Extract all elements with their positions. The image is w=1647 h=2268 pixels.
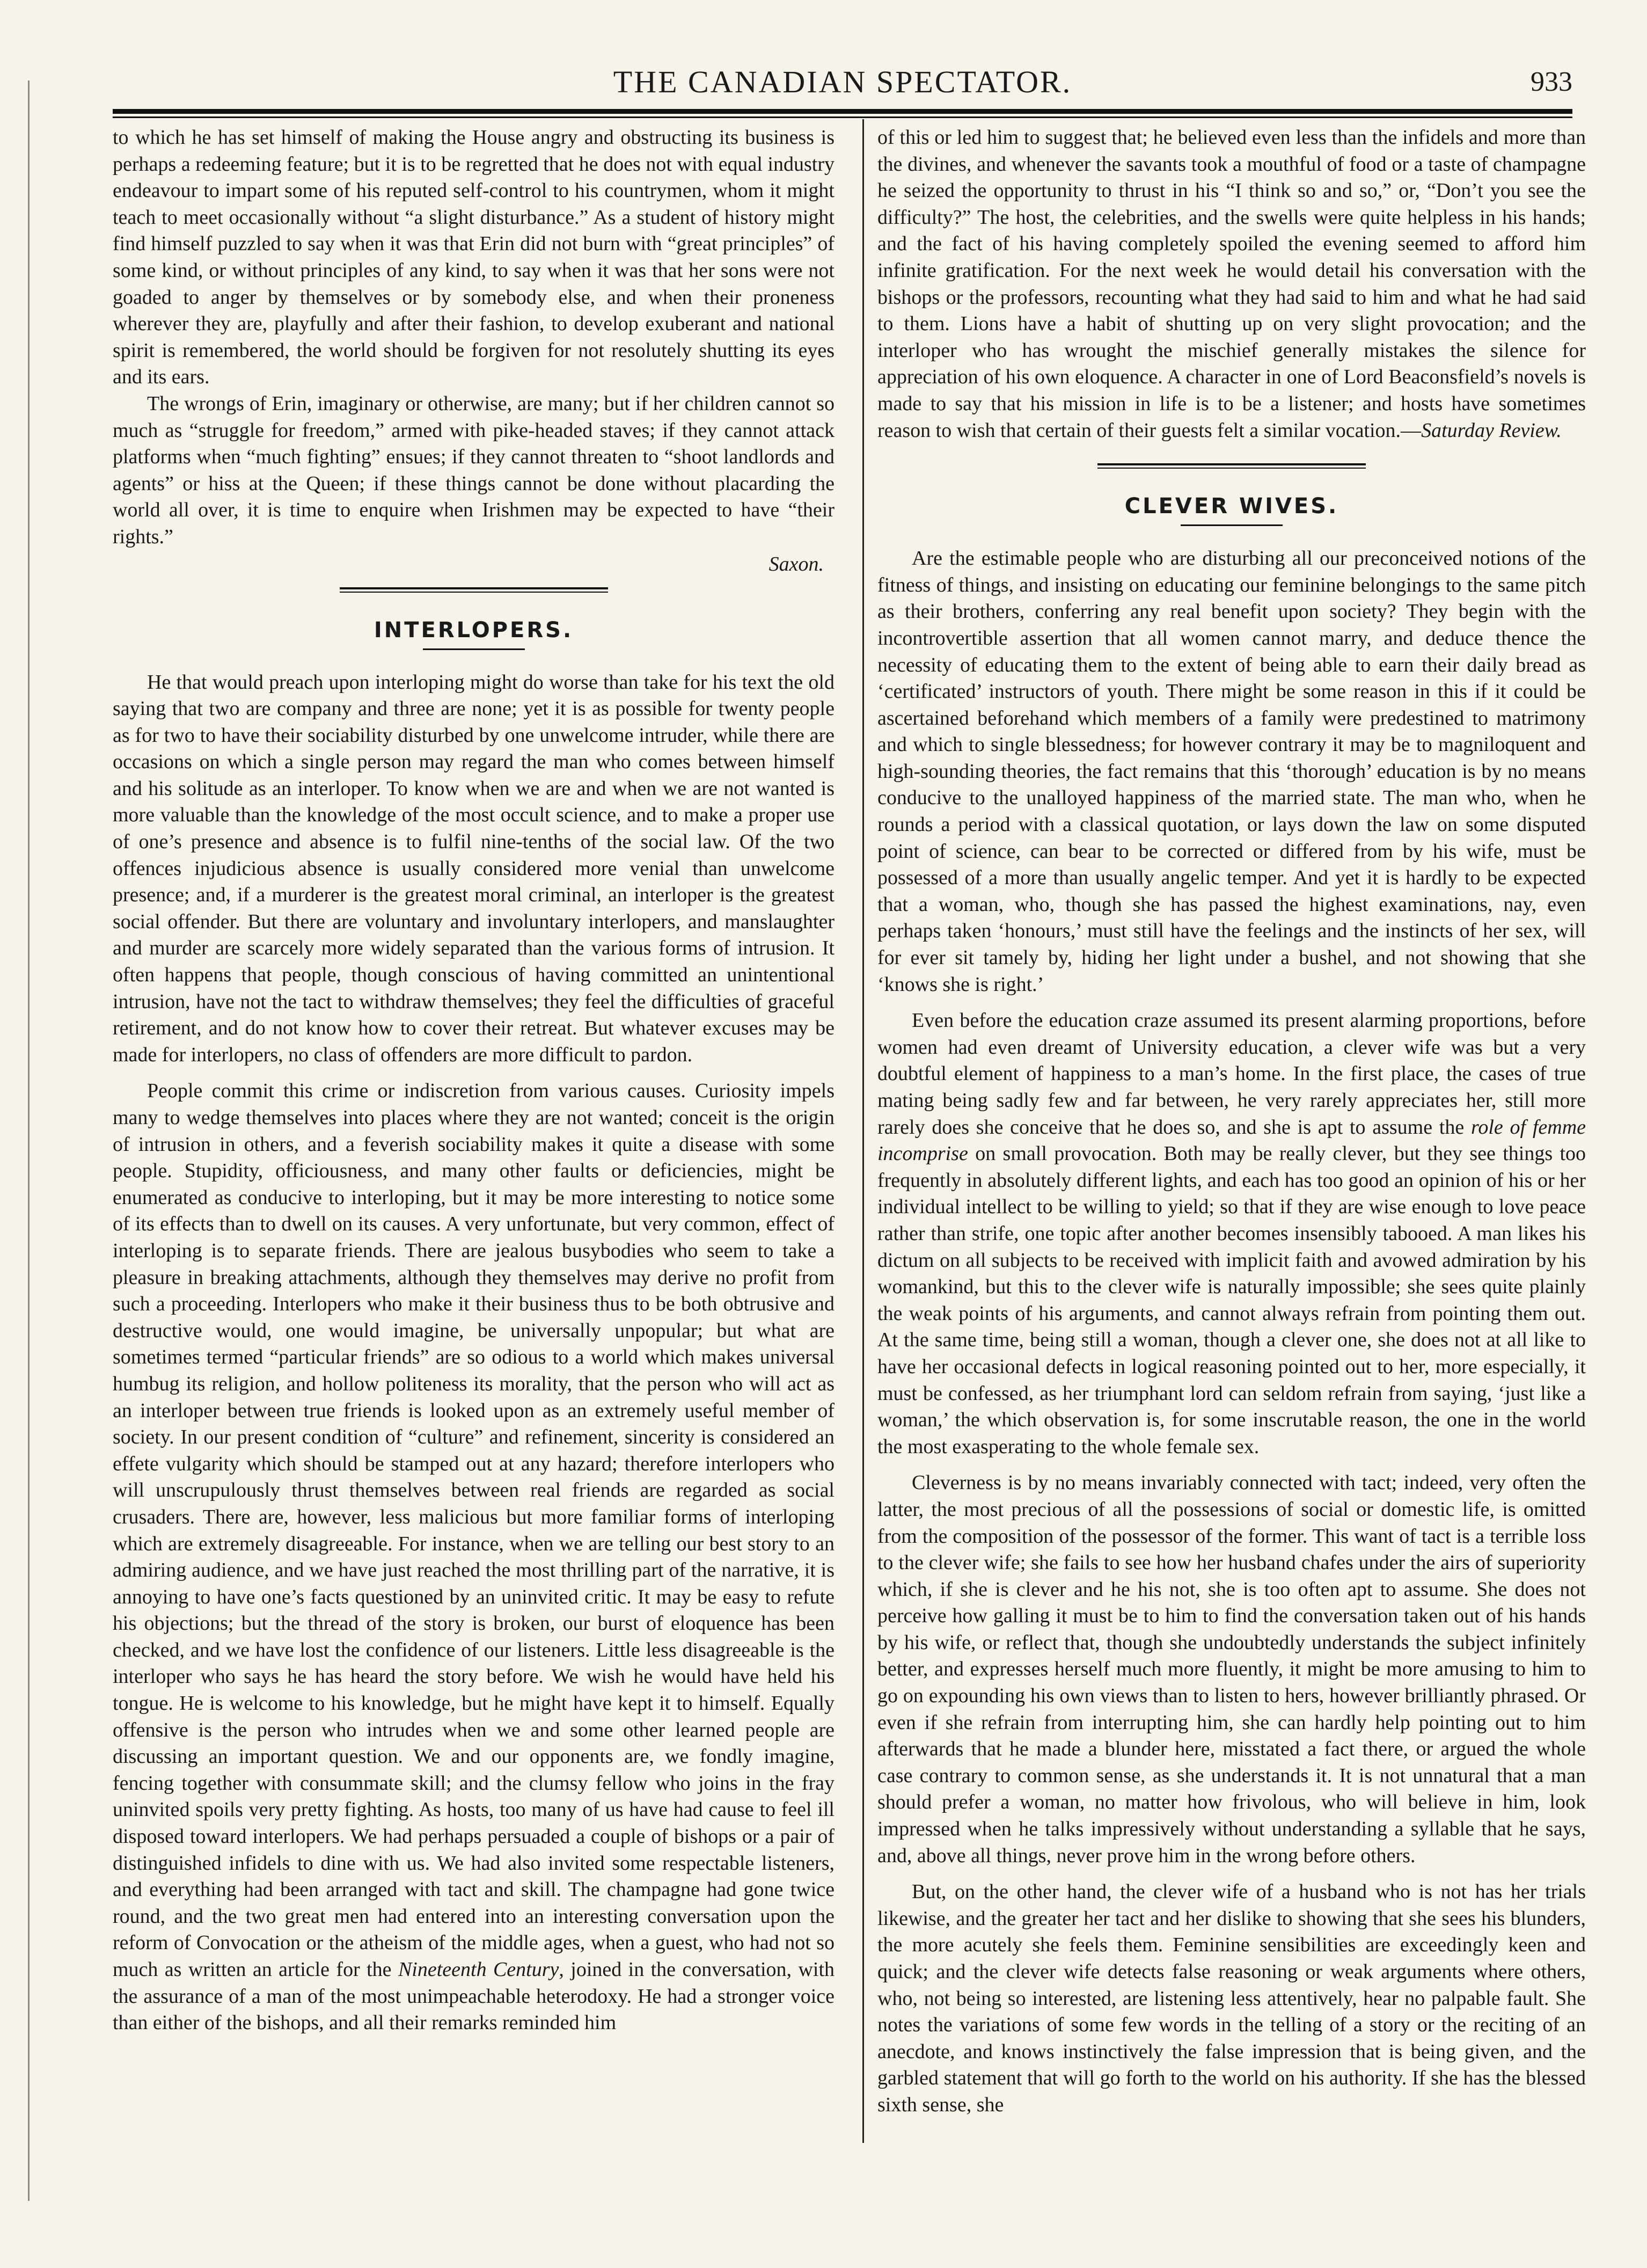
publication-title: THE CANADIAN SPECTATOR. (613, 64, 1072, 99)
masthead-rule-thin (113, 116, 1572, 118)
source-citation: Saturday Review. (1421, 419, 1562, 442)
article-paragraph: The wrongs of Erin, imaginary or otherwise, are many; but if her children cannot so much as “struggle for freedom,” armed with pike-headed staves; if they cannot attack platforms when “much fighting” ensues; if they cannot threaten to “shoot landlords and agents” or hiss at the Queen; if these things cannot be done without placarding the world all over, it is time to enquire when Irishmen may be expected to have “their rights.” (113, 392, 835, 548)
article-paragraph (877, 1008, 1586, 1460)
article-paragraph (877, 125, 1586, 444)
article-paragraph (113, 1078, 835, 2036)
title-underline (423, 648, 525, 650)
article-paragraph: Are the estimable people who are disturbing all our preconceived notions of the fitness of things, and insisting on educating our feminine belongings to the same pitch as their brothers, conferring any real benefit upon society? They begin with the incontrovertible assertion that all women cannot marry, and deduce thence the necessity of educating them to the extent of being able to earn their daily bread as ‘certificated’ instructors of youth. There might be some reason in this if it could be ascertained beforehand which members of a family were predestined to matrimony and which to single blessedness; for however contrary it may be to magniloquent and high-sounding theories, the fact remains that this ‘thorough’ education is by no means conducive to the unalloyed happiness of the married state. The man who, when he rounds a period with a classical quotation, or lays down the law on some disputed point of science, can bear to be corrected or differed from by his wife, must be possessed of a more than usually angelic temper. And yet it is hardly to be expected that a woman, who, though she has passed the highest examinations, nay, even perhaps taken ‘honours,’ must still have the feelings and the instincts of her sex, will for ever sit tamely by, hiding her light under a bushel, and not showing that she ‘knows she is right.’ (877, 547, 1586, 996)
section-title-clever-wives: CLEVER WIVES. (1124, 494, 1339, 519)
masthead (113, 63, 1572, 106)
column-divider (862, 119, 864, 2143)
publication-reference: Nineteenth Century (398, 1958, 559, 1981)
paragraph-text: , joined in the conversation, with the assurance of a man of the most unimpeachable heterodoxy. He had a stronger voice than either of the bishops, and all their remarks reminded him (113, 1958, 835, 2034)
section-separator (340, 587, 608, 589)
section-separator-thin (1097, 468, 1366, 469)
article-paragraph: He that would preach upon interloping might do worse than take for his text the old saying that two are company and three are none; yet it is as possible for twenty people as for two to have their sociability disturbed by one unwelcome intruder, while there are occasions on which a single person may regard the man who comes between himself and his solitude as an interloper. To know when we are and when we are not wanted is more valuable than the knowledge of the most occult science, and to make a proper use of one’s presence and absence is to fulfil nine-tenths of the social law. Of the two offences injudicious absence is usually considered more venial than unwelcome presence; and, if a murderer is the greatest moral criminal, an interloper is the greatest social offender. But there are voluntary and involuntary interlopers, and manslaughter and murder are scarcely more widely separated than the various forms of intrusion. It often happens that people, though conscious of having committed an unintentional intrusion, have not the tact to withdraw themselves; they feel the difficulties of graceful retirement, and do not know how to cover their retreat. But whatever excuses may be made for interlopers, no class of offenders are more difficult to pardon. (113, 670, 835, 1066)
right-column (877, 125, 1586, 2143)
paragraph-text: on small provocation. Both may be really clever, but they see things too frequently in absolutely different lights, and each has too good an opinion of his or her individual intellect to be willing to yield; so that if they are wise enough to love peace rather than strife, one topic after another becomes insensibly tabooed. A man likes his dictum on all subjects to be received with implicit faith and avowed admiration by his womankind, but this to the clever wife is naturally impossible; she sees quite plainly the weak points of his arguments, and cannot always refrain from pointing them out. At the same time, being still a woman, though a clever one, she does not at all like to have her occasional defects in logical reasoning pointed out to her, more especially, it must be confessed, as her triumphant lord can seldom refrain from saying, ‘just like a woman,’ the which observation is, for some inscrutable reason, the one in the world the most exasperating to the whole female sex. (877, 1142, 1586, 1458)
page-number: 933 (1531, 67, 1572, 97)
section-separator (1097, 463, 1366, 465)
title-underline (1181, 524, 1283, 526)
paragraph-text: Even before the education craze assumed its present alarming proportions, before women had even dreamt of University education, a clever wife was but a very doubtful element of happiness to a man’s home. In the first place, the cases of true mating being sadly few and far between, he very rarely appreciates her, still more rarely does she conceive that he does so, and she is apt to assume the (877, 1009, 1586, 1139)
page-binding-edge (28, 81, 30, 2201)
masthead-rule (113, 109, 1572, 114)
section-separator-thin (340, 592, 608, 593)
article-signature: Saxon. (768, 552, 824, 575)
article-paragraph: to which he has set himself of making the House angry and obstructing its business is perhaps a redeeming feature; but it is to be regretted that he does not with equal industry endeavour to impart some of his reputed self-control to his countrymen, whom it might teach to meet occasionally without “a slight disturbance.” As a student of history might find himself puzzled to say when it was that Erin did not burn with “great principles” of some kind, or without principles of any kind, to say when it was that her sons were not goaded to anger by themselves or by somebody else, and when their proneness wherever they are, playfully and after their fashion, to develop exuberant and national spirit is remembered, the world should be forgiven for not resolutely shutting its eyes and its ears. (113, 126, 835, 389)
italic-phrase: role of femme incomprise (877, 1115, 1586, 1165)
paragraph-text: of this or led him to suggest that; he believed even less than the infidels and more than the divines, and whenever the savants took a mouthful of food or a taste of champagne he seized the opportunity to thrust in his “I think so and so,” or, “Don’t you see the difficulty?” The host, the celebrities, and the swells were quite helpless in his hands; and the fact of his having completely spoiled the evening seemed to afford him infinite gratification. For the next week he would detail his conversation with the bishops or the professors, recounting what they had said to him and what he had said to them. Lions have a habit of shutting up on very slight provocation; and the interloper who has wrought the mischief generally mistakes the silence for appreciation of his own eloquence. A character in one of Lord Beaconsfield’s novels is made to say that his mission in life is to be a listener; and hosts have sometimes reason to wish that certain of their guests felt a similar vocation.— (877, 126, 1586, 442)
paragraph-text: People commit this crime or indiscretion from various causes. Curiosity impels many to wedge themselves into places where they are not wanted; conceit is the origin of intrusion in others, and a feverish sociability makes it quite a disease with some people. Stupidity, officiousness, and many other faults or deficiencies, might be enumerated as conducive to interloping, but it may be more interesting to notice some of its effects than to dwell on its causes. A very unfortunate, but very common, effect of interloping is to separate friends. There are jealous busybodies who seem to take a pleasure in breaking attachments, although they themselves may derive no profit from such a proceeding. Interlopers who make it their business thus to be both obtrusive and destructive would, one would imagine, be universally unpopular; but what are sometimes termed “particular friends” are so odious to a world which makes universal humbug its religion, and hollow politeness its morality, that the person who will act as an interloper between true friends is looked upon as an extremely useful member of society. In our present condition of “culture” and refinement, sincerity is considered an effete vulgarity which should be stamped out at any hazard; therefore interlopers who will unscrupulously thrust themselves between real friends are regarded as social crusaders. There are, however, less malicious but more familiar forms of interloping which are extremely disagreeable. For instance, when we are telling our best story to an admiring audience, and we have just reached the most thrilling part of the narrative, it is annoying to have one’s facts questioned by an uninvited critic. It may be easy to refute his objections; but the thread of the story is broken, our burst of eloquence has been checked, and we have lost the confidence of our listeners. Little less disagreeable is the interloper who says he has heard the story before. We wish he would have held his tongue. He is welcome to his knowledge, but he might have kept it to himself. Equally offensive is the person who intrudes when we and some other learned people are discussing an important question. We and our opponents are, we fondly imagine, fencing together with consummate skill; and the clumsy fellow who joins in the fray uninvited spoils very pretty fighting. As hosts, too many of us have had cause to feel ill disposed toward interlopers. We had perhaps persuaded a couple of bishops or a pair of distinguished infidels to dine with us. We had also invited some respectable listeners, and everything had been arranged with tact and skill. The champagne had gone twice round, and the two great men had entered into an interesting conversation upon the reform of Convocation or the atheism of the middle ages, when a guest, who had not so much as written an article for the (113, 1080, 835, 1981)
article-paragraph: But, on the other hand, the clever wife of a husband who is not has her trials likewise, and the greater her tact and her dislike to showing that she sees his blunders, the more acutely she feels them. Feminine sensibilities are exceedingly keen and quick; and the clever wife detects false reasoning or weak arguments where others, who, not being so interested, are listening less attentively, hear no palpable fault. She notes the variations of some few words in the telling of a story or the reciting of an anecdote, and knows instinctively the false impression that is being given, and the garbled statement that will go forth to the world on his authority. If she has the blessed sixth sense, she (877, 1880, 1586, 2116)
section-title-interlopers: INTERLOPERS. (374, 617, 574, 643)
left-column (113, 125, 835, 2143)
article-paragraph: Cleverness is by no means invariably connected with tact; indeed, very often the latter, the most precious of all the possessions of social or domestic life, is omitted from the composition of the possessor of the former. This want of tact is a terrible loss to the clever wife; she fails to see how her husband chafes under the airs of superiority which, if she is clever and he his not, she is too often apt to assume. She does not perceive how galling it must be to him to find the conversation taken out of his hands by his wife, or reflect that, though she undoubtedly understands the subject infinitely better, and expresses herself much more fluently, it might be more amusing to him to go on expounding his own views than to listen to hers, however brilliantly phrased. Or even if she refrain from interrupting him, she can hardly help pointing out to him afterwards that he made a blunder here, misstated a fact there, or argued the whole case contrary to common sense, as she understands it. It is not unnatural that a man should prefer a woman, no matter how frivolous, who will believe in him, look impressed when he talks impressively without understanding a syllable that he says, and, above all things, never prove him in the wrong before others. (877, 1471, 1586, 1867)
